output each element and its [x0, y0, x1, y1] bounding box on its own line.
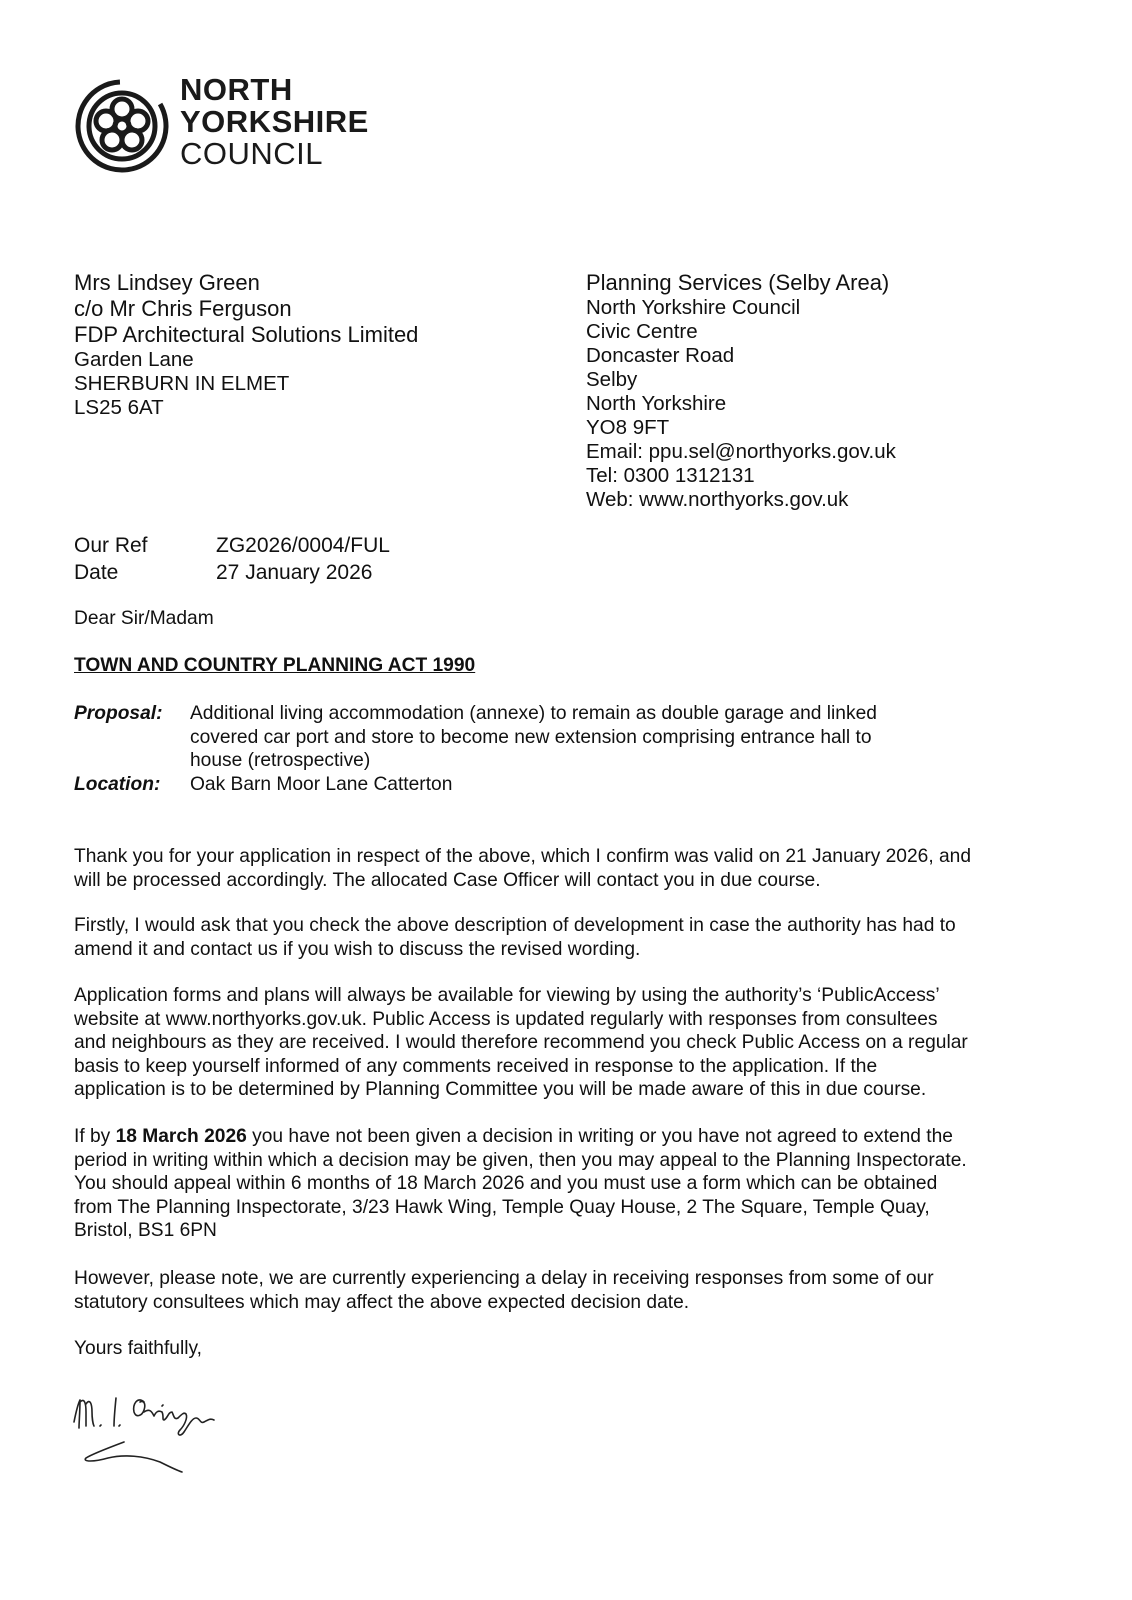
sender-address: [586, 270, 896, 512]
logo-line-2: YORKSHIRE: [180, 104, 369, 139]
sender-postcode: YO8 9FT: [586, 416, 670, 439]
sender-town: Selby: [586, 368, 638, 391]
paragraph-line: period in writing within which a decision may be given, then you may appeal to the Planning Inspectorate.: [74, 1149, 967, 1171]
proposal-block: [74, 702, 877, 796]
proposal-line: Additional living accommodation (annexe) to remain as double garage and linked: [190, 703, 877, 724]
proposal-label: Proposal:: [74, 703, 163, 724]
act-heading: TOWN AND COUNTRY PLANNING ACT 1990: [74, 655, 476, 676]
paragraph-line: However, please note, we are currently experiencing a delay in receiving responses from some of our: [74, 1268, 934, 1289]
paragraph-line: Bristol, BS1 6PN: [74, 1220, 217, 1242]
closing: Yours faithfully,: [74, 1338, 202, 1359]
proposal-line: covered car port and store to become new extension comprising entrance hall to: [190, 726, 872, 748]
paragraph-line: amend it and contact us if you wish to discuss the revised wording.: [74, 938, 641, 960]
council-logo: [72, 72, 392, 178]
sender-department: Planning Services (Selby Area): [586, 270, 890, 295]
recipient-postcode: LS25 6AT: [74, 396, 164, 419]
recipient-company: FDP Architectural Solutions Limited: [74, 322, 419, 347]
paragraph-line: from The Planning Inspectorate, 3/23 Hawk Wing, Temple Quay House, 2 The Square, Temple Quay,: [74, 1196, 930, 1218]
paragraph-line: will be processed accordingly. The allocated Case Officer will contact you in due course.: [74, 869, 821, 891]
paragraph-public-access: [74, 984, 968, 1102]
our-ref-label: Our Ref: [74, 534, 148, 557]
paragraph-line: and neighbours as they are received. I would therefore recommend you check Public Access on a regular: [74, 1032, 968, 1054]
date-label: Date: [74, 561, 119, 584]
recipient-town: SHERBURN IN ELMET: [74, 372, 290, 395]
sender-organisation: North Yorkshire Council: [586, 296, 801, 319]
paragraph-line: Thank you for your application in respect of the above, which I confirm was valid on 21 January 2026, and: [74, 846, 971, 867]
salutation: Dear Sir/Madam: [74, 608, 214, 629]
paragraph-description-check: [74, 914, 956, 961]
paragraph-line: Firstly, I would ask that you check the above description of development in case the authority has had to: [74, 915, 956, 936]
yorkshire-rose-icon: [72, 76, 172, 176]
paragraph-line: website at www.northyorks.gov.uk. Public Access is updated regularly with responses from consultees: [74, 1008, 938, 1030]
location-value: Oak Barn Moor Lane Catterton: [190, 773, 453, 795]
paragraph-line: basis to keep yourself informed of any comments received in response to the application. If the: [74, 1055, 878, 1077]
sender-road: Doncaster Road: [586, 344, 735, 367]
sender-email: Email: ppu.sel@northyorks.gov.uk: [586, 440, 896, 463]
paragraph-appeal: [74, 1125, 967, 1243]
sender-county: North Yorkshire: [586, 392, 727, 415]
appeal-suffix: you have not been given a decision in writing or you have not agreed to extend the: [246, 1126, 953, 1147]
handwritten-signature: [64, 1382, 244, 1482]
recipient-care-of: c/o Mr Chris Ferguson: [74, 296, 292, 321]
reference-block: [74, 532, 390, 586]
paragraph-line: application is to be determined by Planning Committee you will be made aware of this in due course.: [74, 1079, 927, 1101]
paragraph-delay-notice: [74, 1267, 934, 1314]
logo-line-3: COUNCIL: [180, 136, 324, 171]
paragraph-line: [74, 1125, 967, 1149]
date-value: 27 January 2026: [216, 561, 373, 584]
sender-building: Civic Centre: [586, 320, 698, 343]
paragraph-validity: [74, 845, 971, 892]
our-ref-value: ZG2026/0004/FUL: [216, 534, 390, 557]
recipient-address: [74, 270, 418, 420]
decision-date: 18 March 2026: [115, 1126, 247, 1147]
location-label: Location:: [74, 773, 161, 795]
proposal-line: house (retrospective): [190, 750, 371, 772]
logo-line-1: NORTH: [180, 72, 293, 107]
recipient-name: Mrs Lindsey Green: [74, 270, 260, 295]
signature: [64, 1382, 244, 1487]
paragraph-line: You should appeal within 6 months of 18 March 2026 and you must use a form which can be obtained: [74, 1173, 938, 1195]
sender-web: Web: www.northyorks.gov.uk: [586, 488, 849, 511]
paragraph-line: Application forms and plans will always be available for viewing by using the authority’s ‘PublicAccess’: [74, 985, 940, 1006]
appeal-prefix: If by: [74, 1126, 116, 1147]
sender-tel: Tel: 0300 1312131: [586, 464, 755, 487]
recipient-street: Garden Lane: [74, 348, 194, 371]
paragraph-line: statutory consultees which may affect the above expected decision date.: [74, 1291, 690, 1313]
